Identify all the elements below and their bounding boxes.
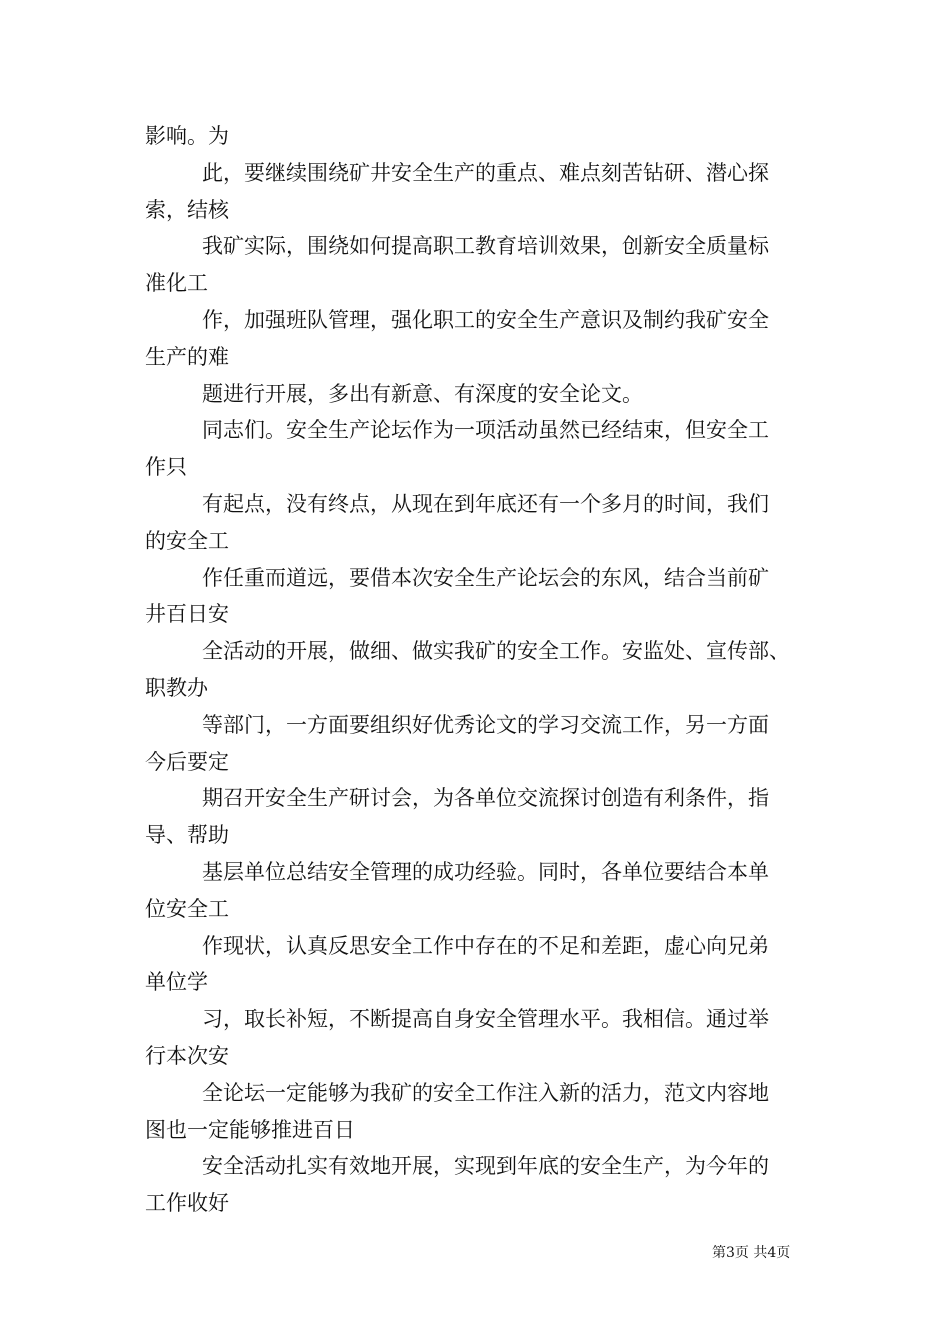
text-line: 索，结核: [145, 197, 229, 222]
text-line: 井百日安: [145, 602, 229, 627]
text-line: 导、帮助: [145, 823, 229, 848]
text-line: 安全活动扎实有效地开展，实现到年底的安全生产，为今年的: [202, 1154, 769, 1179]
text-line: 生产的难: [145, 344, 229, 369]
text-line: 准化工: [145, 271, 208, 296]
text-line: 此，要继续围绕矿井安全生产的重点、难点刻苦钻研、潜心探: [202, 160, 769, 185]
text-line: 作，加强班队管理，强化职工的安全生产意识及制约我矿安全: [202, 307, 769, 332]
text-line: 习，取长补短，不断提高自身安全管理水平。我相信。通过举: [202, 1007, 769, 1032]
text-line: 基层单位总结安全管理的成功经验。同时，各单位要结合本单: [202, 859, 769, 884]
text-line: 今后要定: [145, 749, 229, 774]
text-line: 图也一定能够推进百日: [145, 1117, 355, 1142]
text-line: 职教办: [145, 675, 208, 700]
text-line: 工作收好: [145, 1191, 229, 1216]
text-line: 单位学: [145, 970, 208, 995]
text-line: 有起点，没有终点，从现在到年底还有一个多月的时间，我们: [202, 491, 769, 516]
text-line: 期召开安全生产研讨会，为各单位交流探讨创造有利条件，指: [202, 786, 769, 811]
text-line: 作现状，认真反思安全工作中存在的不足和差距，虚心向兄弟: [202, 933, 769, 958]
text-line: 作只: [145, 455, 187, 480]
text-line: 题进行开展，多出有新意、有深度的安全论文。: [202, 381, 643, 406]
text-line: 的安全工: [145, 528, 229, 553]
text-line: 影响。为: [145, 124, 229, 148]
text-line: 我矿实际，围绕如何提高职工教育培训效果，创新安全质量标: [202, 234, 769, 259]
text-line: 等部门，一方面要组织好优秀论文的学习交流工作，另一方面: [202, 712, 769, 737]
text-line: 同志们。安全生产论坛作为一项活动虽然已经结束，但安全工: [202, 418, 769, 443]
text-line: 行本次安: [145, 1043, 229, 1068]
text-line: 全活动的开展，做细、做实我矿的安全工作。安监处、宣传部、: [202, 639, 790, 664]
text-line: 作任重而道远，要借本次安全生产论坛会的东风，结合当前矿: [202, 565, 769, 590]
text-line: 位安全工: [145, 896, 229, 921]
document-body: [145, 118, 815, 1222]
text-line: 全论坛一定能够为我矿的安全工作注入新的活力，范文内容地: [202, 1080, 769, 1105]
page-number-footer: 第3页 共4页: [712, 1245, 791, 1261]
